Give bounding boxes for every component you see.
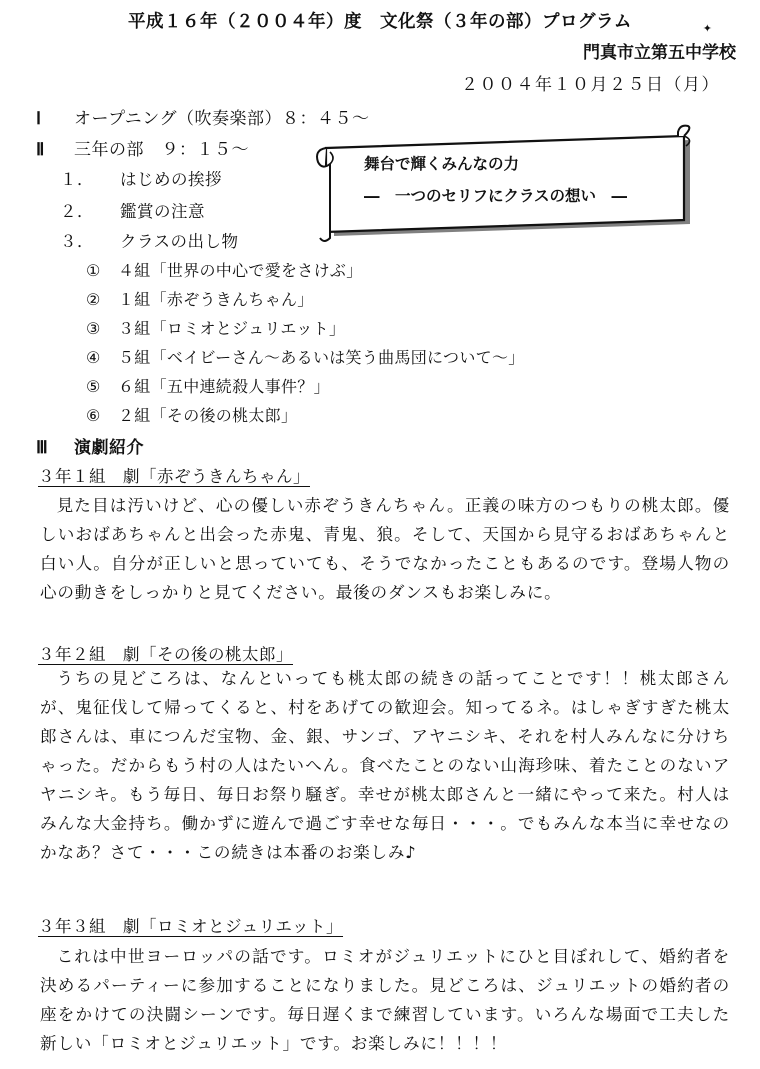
performance-item xyxy=(86,287,314,310)
performance-item xyxy=(86,258,363,281)
item-text: はじめの挨拶 xyxy=(120,170,222,189)
scan-mark: ✦ xyxy=(702,22,712,35)
intro-body-class-2 xyxy=(40,664,730,867)
item-number: ３． xyxy=(60,232,94,251)
scroll-banner xyxy=(316,124,694,244)
intro-paragraph: これは中世ヨーロッパの話です。ロミオがジュリエットにひと目ぼれして、婚約者を決めるパーティーに参加することになりました。見どころは、ジュリエットの婚約者の座をかけての決闘シーンです。毎日遅くまで練習しています。いろんな場面で工夫した新しい「ロミオとジュリエット」です。お楽しみに！！！！ xyxy=(40,947,730,1053)
school-name: 門真市立第五中学校 xyxy=(583,43,736,63)
intro-body-class-3 xyxy=(40,942,730,1058)
intro-paragraph: うちの見どころは、なんといっても桃太郎の続きの話ってことです！！桃太郎さんが、鬼征伐して帰ってくると、村をあげての歓迎会。知ってるネ。はしゃぎすぎた桃太郎さんは、車につんだ宝物、金、銀、サンゴ、アヤニシキ、それを村人みんなに分けちゃった。だからもう村の人はたいへん。食べたことのない山海珍味、着たことのないアヤニシキ。もう毎日、毎日お祭り騒ぎ。幸せが桃太郎さんと一緒にやって来た。村人はみんな大金持ち。働かずに遊んで過ごす幸せな毎日・・・。でもみんな本当に幸せなのかなあ？さて・・・この続きは本番のお楽しみ♪ xyxy=(40,669,730,862)
item-number: １． xyxy=(60,170,94,189)
program-item xyxy=(60,198,205,222)
performance-number: ⑤ xyxy=(86,377,101,396)
performance-text: ４組「世界の中心で愛をさけぶ」 xyxy=(118,261,363,280)
intro-heading-class-3: ３年３組 劇「ロミオとジュリエット」 xyxy=(38,917,344,936)
section-numeral: Ⅲ xyxy=(36,438,49,457)
item-text: 鑑賞の注意 xyxy=(120,202,205,221)
intro-heading-class-1: ３年１組 劇「赤ぞうきんちゃん」 xyxy=(38,467,310,486)
intro-heading-class-2: ３年２組 劇「その後の桃太郎」 xyxy=(38,645,293,664)
program-item xyxy=(60,228,239,252)
performance-number: ② xyxy=(86,290,101,309)
banner-line-2: ― 一つのセリフにクラスの想い ― xyxy=(364,187,628,205)
intro-paragraph: 見た目は汚いけど、心の優しい赤ぞうきんちゃん。正義の味方のつもりの桃太郎。優しいおばあちゃんと出会った赤鬼、青鬼、狼。そして、天国から見守るおばあちゃんと白い人。自分が正しいと思っていても、そうでなかったこともあるのです。登場人物の心の動きをしっかりと見てください。最後のダンスもお楽しみに。 xyxy=(40,496,730,602)
section-third-year xyxy=(36,135,249,160)
performance-number: ① xyxy=(86,261,101,280)
performance-item xyxy=(86,403,297,426)
program-item xyxy=(60,166,222,190)
performance-text: ３組「ロミオとジュリエット」 xyxy=(118,319,346,338)
section-numeral: Ⅰ xyxy=(36,109,42,128)
performance-number: ④ xyxy=(86,348,101,367)
item-text: クラスの出し物 xyxy=(120,232,239,251)
intro-body-class-1 xyxy=(40,491,730,607)
item-number: ２． xyxy=(60,202,94,221)
performance-text: ６組「五中連続殺人事件？」 xyxy=(118,377,330,396)
section-text: 三年の部 ９：１５～ xyxy=(74,140,249,160)
performance-item xyxy=(86,345,525,368)
performance-number: ⑥ xyxy=(86,406,101,425)
section-text: オープニング（吹奏楽部）８：４５～ xyxy=(74,109,370,129)
section-text: 演劇紹介 xyxy=(74,438,144,458)
performance-text: １組「赤ぞうきんちゃん」 xyxy=(118,290,314,309)
performance-item xyxy=(86,374,330,397)
performance-number: ③ xyxy=(86,319,101,338)
section-drama-intro xyxy=(36,433,144,458)
page-title: 平成１６年（２００４年）度 文化祭（３年の部）プログラム xyxy=(128,12,632,32)
performance-text: ５組「ベイビーさん～あるいは笑う曲馬団について～」 xyxy=(118,348,525,367)
program-date: ２００４年１０月２５日（月） xyxy=(461,75,720,95)
performance-text: ２組「その後の桃太郎」 xyxy=(118,406,298,425)
section-numeral: Ⅱ xyxy=(36,140,45,159)
performance-item xyxy=(86,316,345,339)
banner-line-1: 舞台で輝くみんなの力 xyxy=(364,155,520,173)
